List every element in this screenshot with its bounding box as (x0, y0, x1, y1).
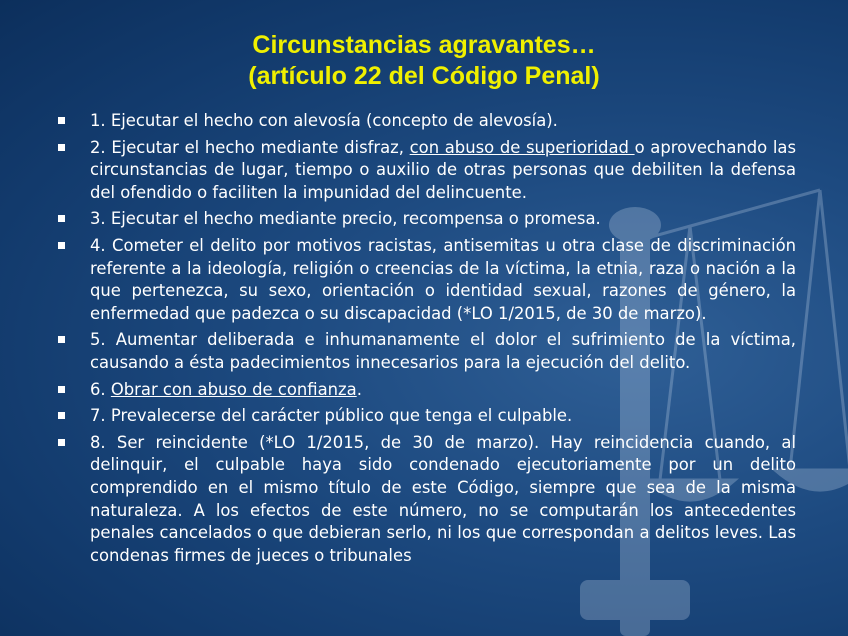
aggravating-circumstances-list (58, 110, 796, 571)
item-text-pre: 6. (90, 379, 111, 399)
slide-title (0, 30, 848, 92)
list-item-1 (58, 110, 796, 133)
square-bullet-icon (58, 144, 65, 151)
item-text: 1. Ejecutar el hecho con alevosía (concepto de alevosía). (90, 111, 558, 130)
square-bullet-icon (58, 386, 65, 393)
list-item-7 (58, 405, 796, 428)
title-line-1: Circunstancias agravantes… (252, 31, 596, 59)
square-bullet-icon (58, 242, 65, 249)
item-text: 5. Aumentar deliberada e inhumanamente el dolor el sufrimiento de la víctima, causando a ésta padecimientos innecesarios para la ejecución del delito. (90, 330, 796, 372)
square-bullet-icon (58, 215, 65, 222)
item-text-pre: 2. Ejecutar el hecho mediante disfraz, (90, 137, 410, 157)
abuso-superioridad-link[interactable]: con abuso de superioridad (409, 137, 635, 157)
list-item-5 (58, 329, 796, 374)
square-bullet-icon (58, 117, 65, 124)
square-bullet-icon (58, 336, 65, 343)
item-text: 8. Ser reincidente (*LO 1/2015, de 30 de marzo). Hay reincidencia cuando, al delinquir, el culpable haya sido condenado ejecutoriamente por un delito comprendido en el mismo título de este Código, siempre que sea de la misma naturaleza. A los efectos de este número, no se computarán los antecedentes penales cancelados o que debieran serlo, ni los que correspondan a delitos leves. Las condenas firmes de jueces o tribunales (90, 432, 796, 565)
item-text: 4. Cometer el delito por motivos racistas, antisemitas u otra clase de discriminación referente a la ideología, religión o creencias de la víctima, la etnia, raza o nación a la que pertenezca, su sexo, orientación o identidad sexual, razones de género, la enfermedad que padezca o su discapacidad (*LO 1/2015, de 30 de marzo). (90, 235, 796, 323)
list-item-4 (58, 235, 796, 325)
square-bullet-icon (58, 412, 65, 419)
list-item-3 (58, 208, 796, 231)
item-text: 3. Ejecutar el hecho mediante precio, recompensa o promesa. (90, 209, 601, 229)
item-text: 7. Prevalecerse del carácter público que tenga el culpable. (90, 406, 573, 426)
item-text-post: o aprovechando las circunstancias de lugar, tiempo o auxilio de otras personas que debiliten la defensa del ofendido o faciliten la impunidad del delincuente. (90, 137, 796, 202)
item-text-post: . (356, 379, 362, 399)
abuso-confianza-link[interactable]: Obrar con abuso de confianza (110, 379, 357, 399)
list-item-8 (58, 432, 796, 568)
list-item-6 (58, 379, 796, 402)
list-item-2 (58, 137, 796, 205)
title-line-2: (artículo 22 del Código Penal) (248, 62, 600, 90)
square-bullet-icon (58, 439, 65, 446)
